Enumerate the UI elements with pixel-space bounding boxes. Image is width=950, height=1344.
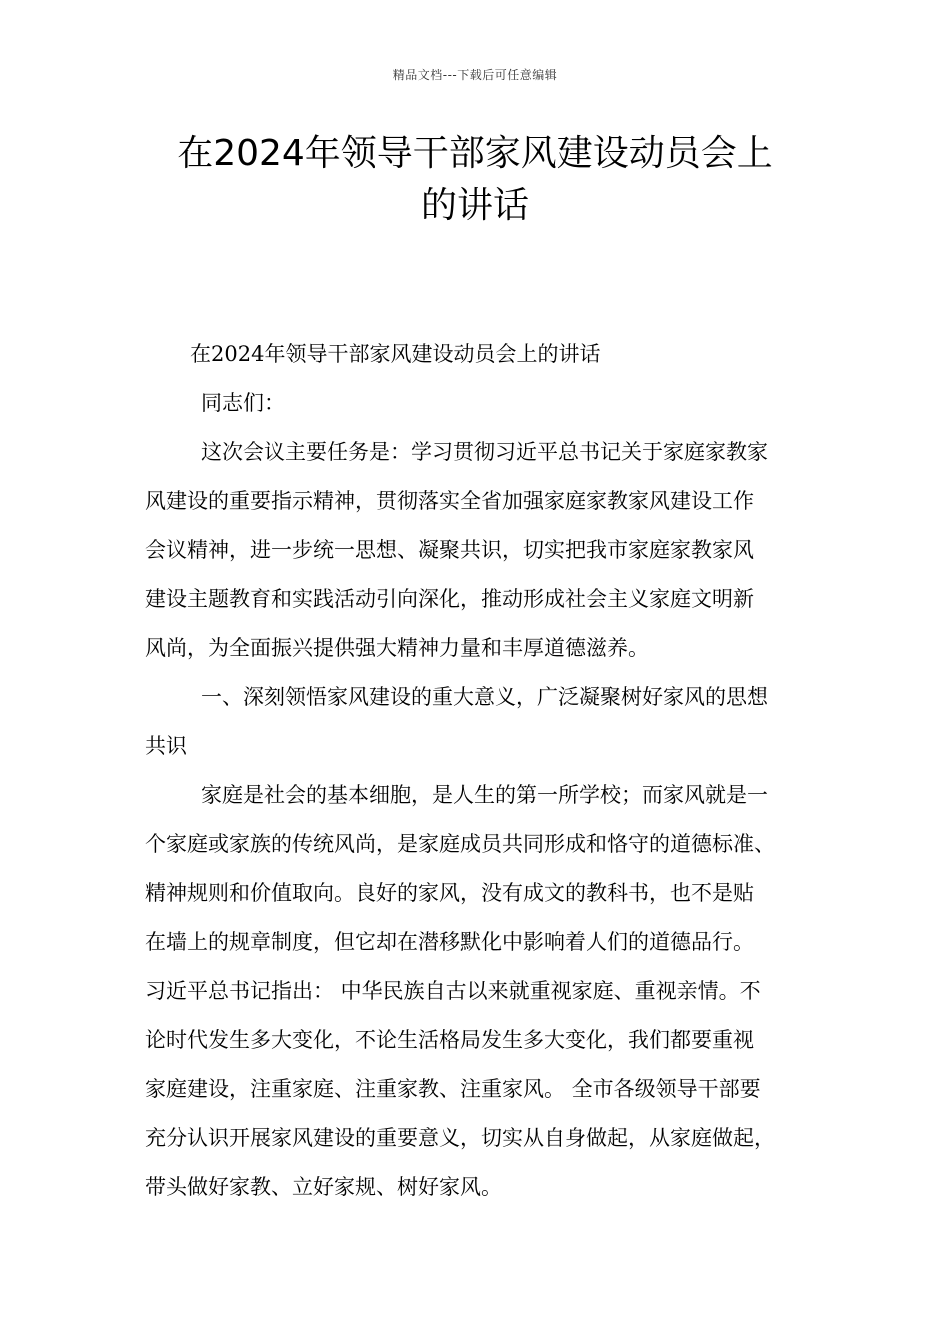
salutation-line: 同志们：	[201, 391, 285, 415]
paragraph-line: 带头做好家教、立好家规、树好家风。	[145, 1175, 502, 1199]
paragraph-line: 家庭建设，注重家庭、注重家教、注重家风。 全市各级领导干部要	[145, 1077, 761, 1101]
paragraph-line: 会议精神，进一步统一思想、凝聚共识，切实把我市家庭家教家风	[145, 538, 754, 562]
paragraph-line: 精神规则和价值取向。良好的家风，没有成文的教科书，也不是贴	[145, 881, 754, 905]
paragraph-line: 习近平总书记指出： 中华民族自古以来就重视家庭、重视亲情。不	[145, 979, 761, 1003]
body-subtitle-line: 在2024年领导干部家风建设动员会上的讲话	[190, 342, 601, 366]
section-heading-line: 一、深刻领悟家风建设的重大意义，广泛凝聚树好家风的思想	[201, 685, 768, 709]
paragraph-line: 论时代发生多大变化，不论生活格局发生多大变化，我们都要重视	[145, 1028, 754, 1052]
paragraph-line: 风尚，为全面振兴提供强大精神力量和丰厚道德滋养。	[145, 636, 649, 660]
section-heading-line: 共识	[145, 734, 187, 758]
paragraph-line: 家庭是社会的基本细胞，是人生的第一所学校；而家风就是一	[201, 783, 768, 807]
paragraph-line: 建设主题教育和实践活动引向深化，推动形成社会主义家庭文明新	[145, 587, 754, 611]
document-title	[140, 128, 810, 232]
paragraph-line: 在墙上的规章制度，但它却在潜移默化中影响着人们的道德品行。	[145, 930, 754, 954]
paragraph-line: 风建设的重要指示精神，贯彻落实全省加强家庭家教家风建设工作	[145, 489, 754, 513]
paragraph-line: 充分认识开展家风建设的重要意义，切实从自身做起，从家庭做起，	[145, 1126, 775, 1150]
title-line: 在2024年领导干部家风建设动员会上	[177, 133, 773, 174]
paragraph-line: 个家庭或家族的传统风尚，是家庭成员共同形成和恪守的道德标准、	[145, 832, 775, 856]
paragraph-line: 这次会议主要任务是：学习贯彻习近平总书记关于家庭家教家	[201, 440, 768, 464]
header-note: 精品文档---下载后可任意编辑	[392, 68, 558, 82]
document-body	[145, 330, 825, 1212]
title-line: 的讲话	[420, 185, 529, 226]
